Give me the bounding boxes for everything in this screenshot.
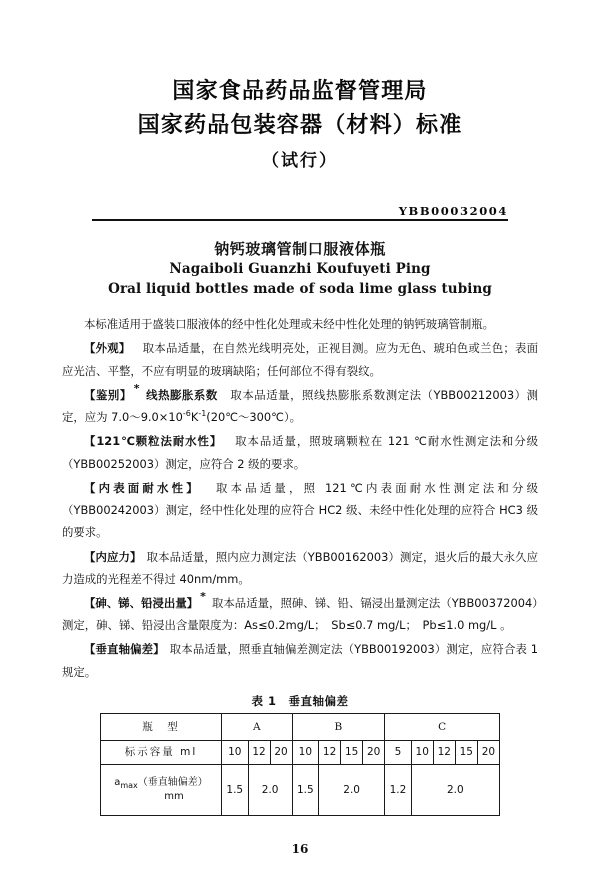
section-leaching	[62, 592, 538, 636]
deviation-cell: 2.0	[411, 764, 499, 815]
capacity-cell: 12	[433, 740, 455, 764]
capacity-cell: 12	[319, 740, 341, 764]
section-internal-stress-heading: 【内应力】	[84, 549, 142, 564]
masthead-line-3: （试行）	[262, 151, 338, 172]
standard-number: YBB00032004	[398, 203, 508, 218]
masthead	[0, 0, 600, 175]
section-identification-body-1: 取本品适量，照线热膨胀系数测定法（YBB00212003）测定，应为 7.0～9.0×10	[62, 387, 538, 425]
section-identification	[62, 384, 538, 428]
document-body	[62, 313, 538, 683]
deviation-cell: 2.0	[248, 764, 292, 815]
standard-number-bar	[92, 199, 508, 221]
section-inner-surface-water-resistance	[62, 477, 538, 544]
title-pinyin: Nagaiboli Guanzhi Koufuyeti Ping	[169, 261, 431, 278]
section-vertical-axis-deviation	[62, 638, 538, 682]
capacity-cell: 20	[477, 740, 499, 764]
table-row	[101, 740, 500, 764]
section-vertical-axis-deviation-heading: 【垂直轴偏差】	[84, 642, 165, 657]
capacity-cell: 12	[248, 740, 270, 764]
table-header-capacity: 标示容量 ml	[101, 740, 222, 764]
header-divider	[92, 219, 508, 221]
section-leaching-heading: 【砷、锑、铅浸出量】	[84, 595, 199, 610]
exponent-kelvin-inverse: -1	[198, 409, 207, 419]
capacity-cell: 20	[270, 740, 292, 764]
section-internal-stress	[62, 546, 538, 590]
amax-symbol: a	[114, 777, 121, 789]
section-inner-surface-water-resistance-heading: 【内表面耐水性】	[84, 480, 201, 495]
deviation-cell: 2.0	[319, 764, 385, 815]
vertical-axis-deviation-table	[100, 713, 500, 816]
capacity-cell: 10	[222, 740, 249, 764]
section-identification-body-3: (20℃～300℃）。	[206, 410, 302, 425]
amax-subscript: max	[120, 781, 138, 791]
section-appearance-body: 取本品适量，在自然光线明亮处，正视目测。应为无色、琥珀色或兰色；表面应光洁、平整，不应有明显的玻璃缺陷；任何部位不得有裂纹。	[62, 341, 538, 378]
table-header-amax	[101, 764, 222, 815]
capacity-cell: 20	[363, 740, 385, 764]
title-english: Oral liquid bottles made of soda lime glass tubing	[108, 280, 492, 297]
capacity-cell: 15	[455, 740, 477, 764]
section-identification-subheading: 线热膨胀系数	[145, 387, 218, 402]
amax-label-line-1	[102, 776, 220, 790]
section-appearance-heading: 【外观】	[84, 341, 131, 356]
section-inner-surface-water-resistance-body: 取本品适量，照 121℃内表面耐水性测定法和分级（YBB00242003）测定，经中性化处理的应符合 HC2 级、未经中性化处理的应符合 HC3 级的要求。	[62, 480, 538, 540]
capacity-cell: 10	[411, 740, 433, 764]
capacity-cell: 15	[341, 740, 363, 764]
section-leaching-body: 取本品适量，照砷、锑、铅、镉浸出量测定法（YBB00372004）测定，砷、锑、铅浸出含量限度为：As≤0.2mg/L； Sb≤0.7 mg/L； Pb≤1.0 mg/L 。	[62, 595, 538, 633]
section-grain-water-resistance	[62, 430, 538, 474]
title-chinese: 钠钙玻璃管制口服液体瓶	[214, 239, 386, 258]
capacity-cell: 5	[385, 740, 412, 764]
deviation-cell: 1.2	[385, 764, 412, 815]
deviation-cell: 1.5	[292, 764, 319, 815]
section-internal-stress-body: 取本品适量，照内应力测定法（YBB00162003）测定，退火后的最大永久应力造成的光程差不得过 40nm/mm。	[62, 549, 538, 586]
footnote-marker-identification: *	[133, 382, 140, 396]
amax-desc: （垂直轴偏差）	[137, 777, 208, 789]
section-vertical-axis-deviation-body: 取本品适量，照垂直轴偏差测定法（YBB00192003）测定，应符合表 1 规定。	[62, 642, 538, 679]
table-row	[101, 764, 500, 815]
amax-label-line-2: mm	[164, 790, 184, 802]
table-row	[101, 713, 500, 740]
table-group-a: A	[222, 713, 293, 740]
section-identification-body-2: K	[190, 410, 199, 425]
section-appearance	[62, 337, 538, 381]
footnote-marker-leaching: *	[200, 590, 206, 604]
section-grain-water-resistance-heading: 【121℃颗粒法耐水性】	[84, 434, 223, 449]
section-identification-heading: 【鉴别】	[84, 387, 132, 402]
document-titles	[0, 238, 600, 300]
capacity-cell: 10	[292, 740, 319, 764]
table-group-c: C	[385, 713, 500, 740]
scope-paragraph: 本标准适用于盛装口服液体的经中性化处理或未经中性化处理的钠钙玻璃管制瓶。	[84, 317, 495, 332]
table-caption: 表 1 垂直轴偏差	[251, 693, 349, 708]
page-number: 16	[291, 842, 309, 856]
exponent-thermal-expansion: -6	[182, 409, 191, 419]
deviation-cell: 1.5	[222, 764, 249, 815]
table-header-bottle-type: 瓶 型	[101, 713, 222, 740]
masthead-line-1: 国家食品药品监督管理局	[172, 78, 428, 104]
table-group-b: B	[292, 713, 385, 740]
section-grain-water-resistance-body: 取本品适量，照玻璃颗粒在 121 ℃耐水性测定法和分级（YBB00252003）测定，应符合 2 级的要求。	[62, 434, 538, 471]
masthead-line-2: 国家药品包装容器（材料）标准	[137, 112, 463, 139]
